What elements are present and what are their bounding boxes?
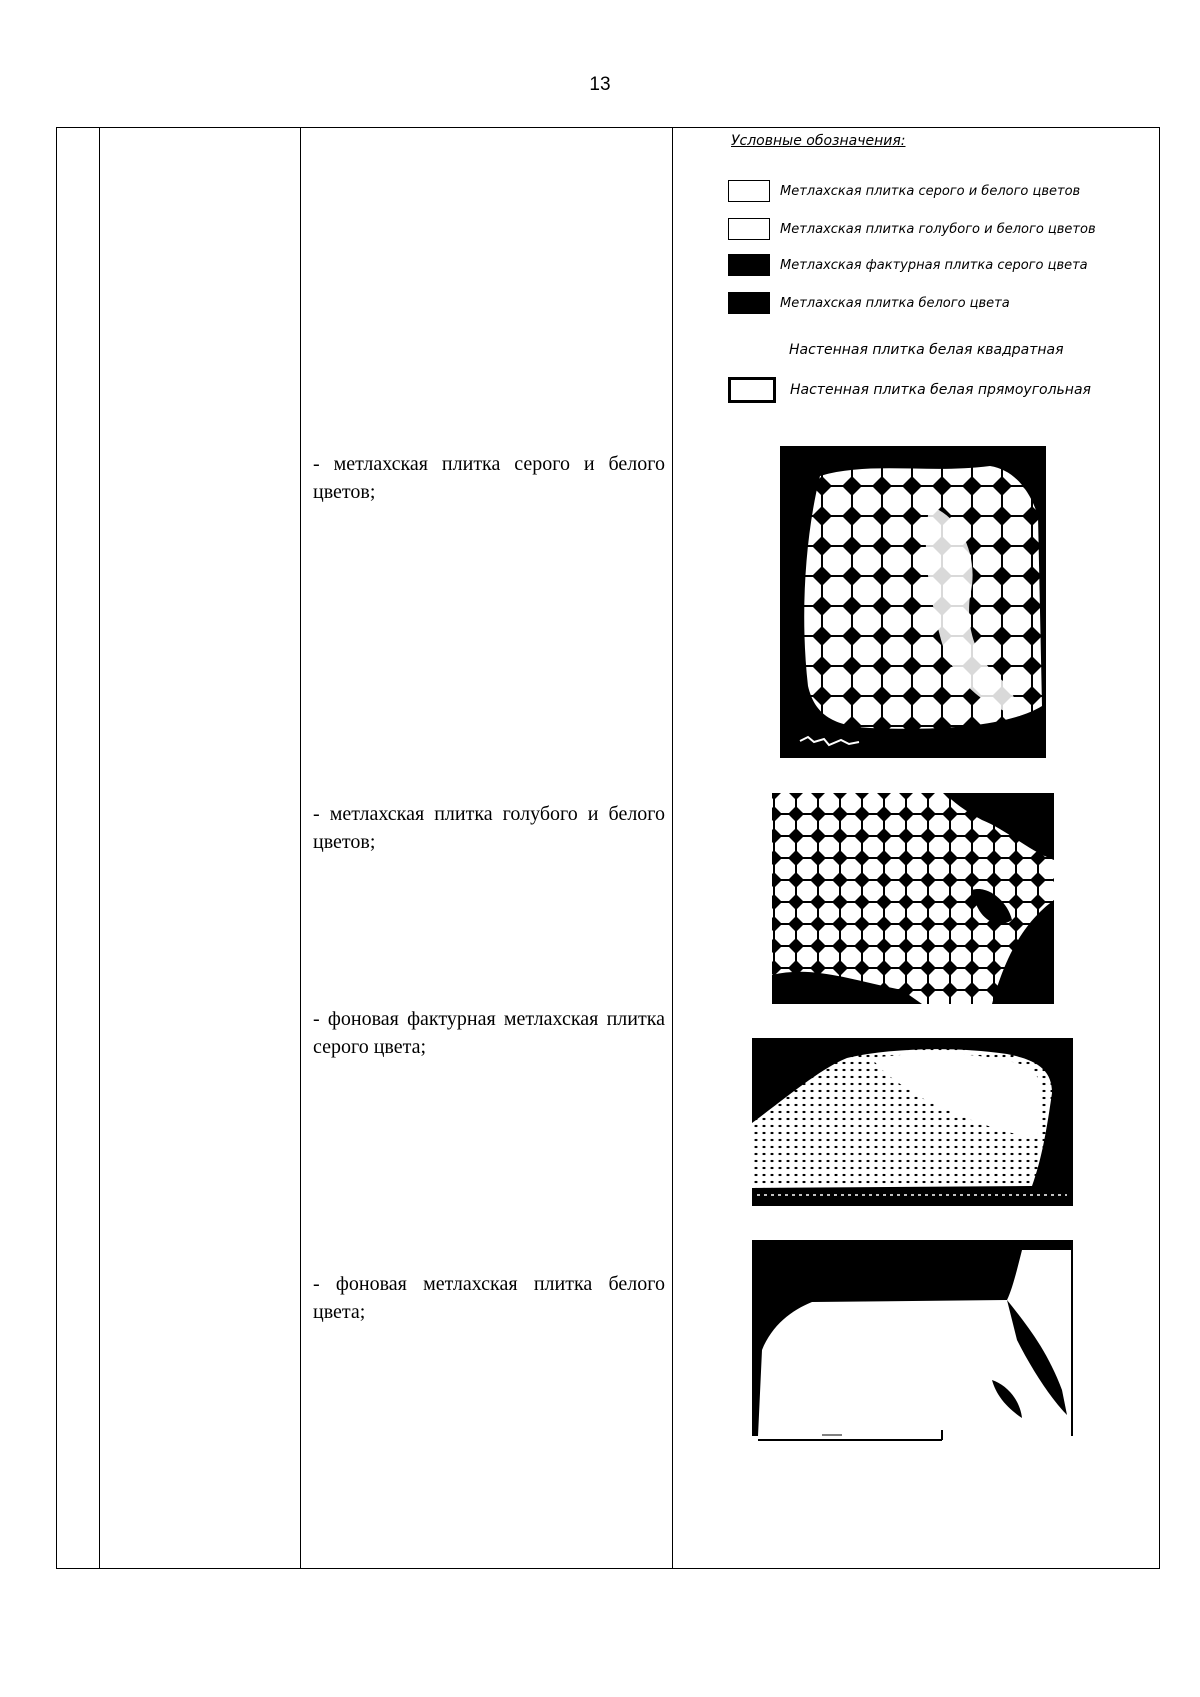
photo-white-tile (752, 1240, 1073, 1450)
legend-item (728, 252, 1088, 278)
legend-label: Метлахская фактурная плитка серого цвета (780, 257, 1088, 273)
legend-swatch (728, 180, 770, 202)
legend-swatch (728, 377, 776, 403)
legend-label: Метлахская плитка белого цвета (780, 295, 1010, 311)
column-divider (672, 128, 673, 1568)
legend-label: Метлахская плитка голубого и белого цветов (780, 221, 1096, 237)
legend-title: Условные обозначения: (731, 133, 906, 149)
photo-blue-white-tile (772, 790, 1054, 1004)
legend-label: Настенная плитка белая прямоугольная (790, 382, 1091, 398)
legend-item (728, 216, 1096, 242)
tile-description: - метлахская плитка серого и белого цветов; (313, 453, 665, 503)
legend-swatch (737, 339, 779, 361)
legend-label: Метлахская плитка серого и белого цветов (780, 183, 1081, 199)
column-divider (300, 128, 301, 1568)
photo-grey-white-tile (780, 446, 1046, 758)
photo-textured-grey-tile (752, 1038, 1073, 1206)
legend-swatch (728, 218, 770, 240)
legend-item (737, 337, 1064, 363)
tile-description: - фоновая метлахская плитка белого цвета; (313, 1273, 665, 1323)
legend-swatch (728, 254, 770, 276)
column-divider (99, 128, 100, 1568)
legend-swatch (728, 292, 770, 314)
page-number: 13 (589, 74, 611, 95)
legend-label: Настенная плитка белая квадратная (789, 342, 1064, 358)
legend-item (728, 178, 1080, 204)
legend-item (728, 290, 1010, 316)
tile-description: - фоновая фактурная метлахская плитка серого цвета; (313, 1008, 665, 1058)
legend-item (728, 377, 1091, 403)
tile-description: - метлахская плитка голубого и белого цветов; (313, 803, 665, 853)
